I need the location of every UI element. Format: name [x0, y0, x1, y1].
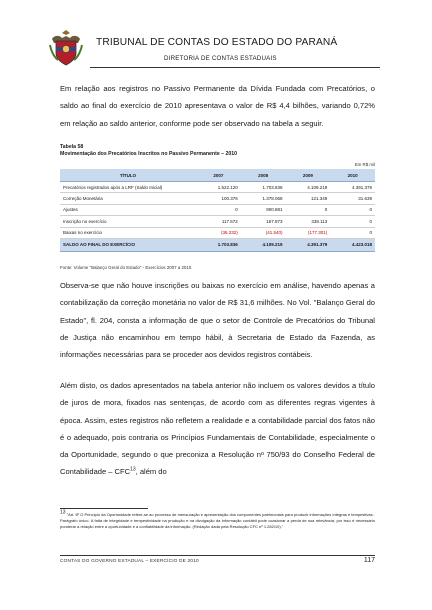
table-unit-label: Em R$ mil: [354, 162, 375, 167]
table-header-row: [60, 169, 375, 182]
footer-report-title: CONTAS DO GOVERNO ESTADUAL – EXERCÍCIO DE 2010: [60, 559, 199, 564]
row-label: Precatórios registrados após a LRF (Saldo Inicial): [60, 182, 196, 193]
cell-2009: 338.113: [286, 216, 331, 227]
state-coat-of-arms-icon: [48, 29, 84, 67]
department-subtitle: DIRETORIA DE CONTAS ESTADUAIS: [164, 55, 277, 62]
cell-2009: (177.301): [286, 227, 331, 238]
table-source-note: Fonte: Volume "Balanço Geral do Estado" - Exercícios 2007 a 2010.: [60, 265, 193, 270]
table-title: Movimentação dos Precatórios Inscritos no Passivo Permanente – 2010: [60, 151, 238, 157]
row-label: Baixas no exercício: [60, 227, 196, 238]
cell-2010: 0: [330, 204, 375, 215]
row-label: Correção Monetária: [60, 193, 196, 204]
cell-2010: 0: [330, 216, 375, 227]
table-caption: [60, 144, 237, 158]
cell-2008: (41.540): [241, 227, 286, 238]
header-divider: [90, 67, 380, 68]
column-header-2009: 2009: [286, 169, 331, 182]
footnote-reference[interactable]: 13: [130, 466, 136, 473]
table-row: [60, 204, 375, 215]
cell-2007: 0: [196, 204, 241, 215]
paragraph-interest-not-included: [60, 377, 375, 481]
table-total-row: [60, 238, 375, 251]
footnote-divider: [60, 508, 148, 509]
organization-title: TRIBUNAL DE CONTAS DO ESTADO DO PARANÁ: [96, 37, 338, 48]
cell-2010: 31.639: [330, 193, 375, 204]
table-row: [60, 182, 375, 193]
footnote-marker: 13: [60, 509, 66, 516]
column-header-2010: 2010: [330, 169, 375, 182]
total-2008: 4.109.219: [241, 238, 286, 251]
footnote: [60, 509, 375, 530]
cell-2007: 1.522.120: [196, 182, 241, 193]
cell-2008: 1.703.838: [241, 182, 286, 193]
cell-2007: (36.232): [196, 227, 241, 238]
total-2007: 1.703.836: [196, 238, 241, 251]
paragraph-precatorios-intro: Em relação aos registros no Passivo Permanente da Dívida Fundada com Precatórios, o saldo ao final do exercício de 2010 apresentava o valor de R$ 4,4 bilhões, variando 0,72% em relação ao saldo anterior, conforme pode ser observado na tabela a seguir.: [60, 84, 375, 128]
table-row: [60, 193, 375, 204]
paragraph3-text: Além disto, os dados apresentados na tabela anterior não incluem os valores devidos a título de juros de mora, fixados nas sentenças, de acordo com as diferentes regras vigentes à época. Assim, estes registros não refletem a realidade e a contabilidade parcial dos fatos não é o adequado, pois contraria os Princípios Fundamentais de Contabilidade, especialmente o da Oportunidade, segundo o que preconiza a Resolução nº 750/93 do Conselho Federal de Contabilidade – CFC: [60, 381, 375, 477]
cell-2009: 121.349: [286, 193, 331, 204]
column-header-2007: 2007: [196, 169, 241, 182]
footnote-line2: Parágrafo único. A falta de integridade e tempestividade na produção e na divulgação da informação contábil pode ocasionar a perda de sua relevância, por isso é necessário ponderar a relação entre a oportunidade e a confiabilidade da informação. (Redação dada pela Resolução CFC nº 1.282/10).": [60, 518, 375, 529]
paragraph3-tail: , além do: [135, 467, 167, 477]
cell-2008: 1.378.068: [241, 193, 286, 204]
table-row: [60, 216, 375, 227]
row-label: Ajustes: [60, 204, 196, 215]
cell-2007: 117.572: [196, 216, 241, 227]
precatorios-table: [60, 169, 375, 252]
cell-2008: 900.881: [241, 204, 286, 215]
cell-2008: 167.973: [241, 216, 286, 227]
page-number: 117: [363, 557, 375, 564]
cell-2009: 0: [286, 204, 331, 215]
cell-2010: 0: [330, 227, 375, 238]
total-2009: 4.391.379: [286, 238, 331, 251]
total-label: SALDO AO FINAL DO EXERCÍCIO: [60, 238, 196, 251]
column-header-title: TÍTULO: [60, 169, 196, 182]
column-header-2008: 2008: [241, 169, 286, 182]
row-label: Inscrição no exercício: [60, 216, 196, 227]
cell-2007: 100.376: [196, 193, 241, 204]
total-2010: 4.423.018: [330, 238, 375, 251]
paragraph-no-inscriptions: Observa-se que não houve inscrições ou baixas no exercício em análise, havendo apenas a contabilização da correção monetária no valor de R$ 31,6 milhões. No Vol. "Balanço Geral do Estado", fl. 204, consta a informação de que o setor de Controle de Precatórios do Tribunal de Justiça não encaminhou em tempo hábil, à Secretaria de Estado da Fazenda, as informações necessárias para se proceder aos devidos registros contábeis.: [60, 281, 375, 360]
cell-2010: 4.391.379: [330, 182, 375, 193]
table-number: Tabela 58: [60, 144, 84, 150]
footer-divider: [60, 555, 375, 556]
cell-2009: 4.109.219: [286, 182, 331, 193]
table-row: [60, 227, 375, 238]
footnote-line1: "Art. 6º O Princípio da Oportunidade refere-se ao processo de mensuração e apresentação dos componentes patrimoniais para produzir informações íntegras e tempestivas.: [66, 512, 374, 517]
